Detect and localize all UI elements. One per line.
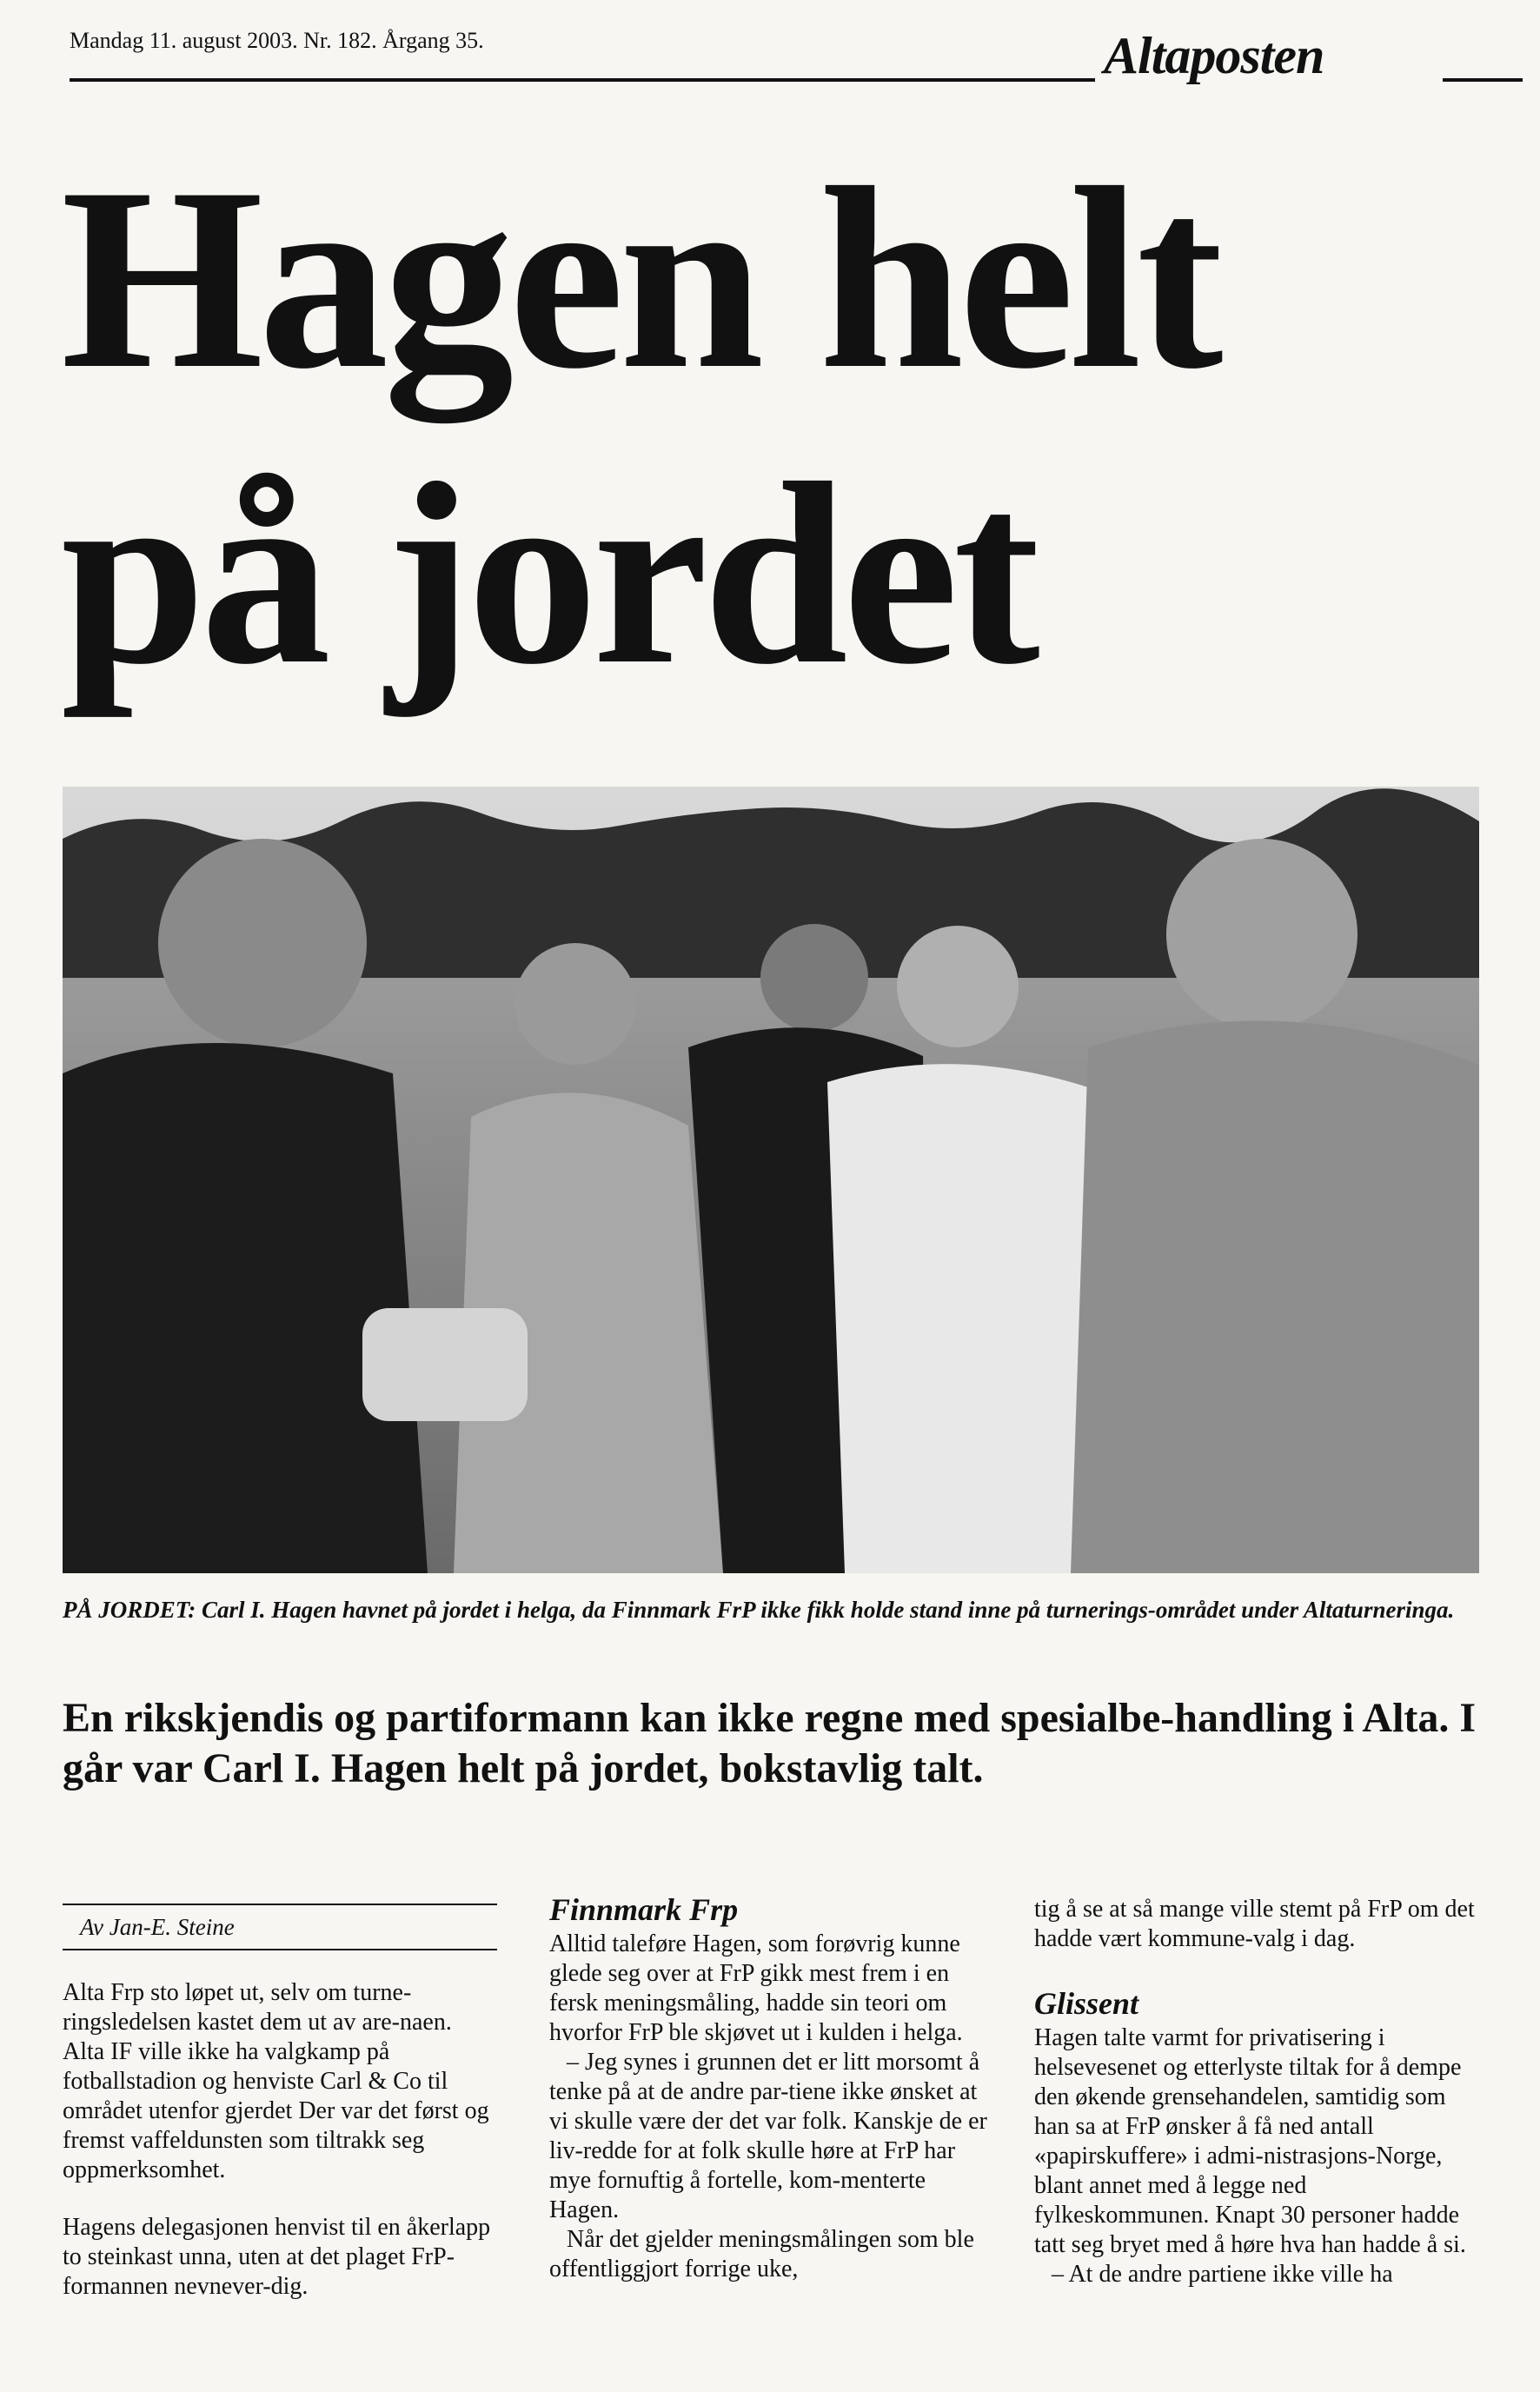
- photo-illustration: [63, 787, 1479, 1573]
- headline-line-2: på jordet: [61, 429, 1035, 718]
- column-1: [63, 1904, 497, 2302]
- paragraph: Hagen talte varmt for privatisering i helsevesenet og etterlyste tiltak for å dempe den økende grensehandelen, samtidig som han sa at FrP ønsker å få ned antall «papirskuffere» i admi-nistrasjons-Norge, blant annet med å legge ned fylkeskommunen. Knapt 30 personer hadde tatt seg bryet med å høre hva han hadde å si.: [1034, 2024, 1466, 2258]
- article-photo: [63, 787, 1479, 1573]
- masthead-logo: Altaposten: [1104, 27, 1324, 84]
- byline: Av Jan-E. Steine: [80, 1914, 235, 1940]
- column-3: [1034, 1895, 1486, 2289]
- photo-caption: PÅ JORDET: Carl I. Hagen havnet på jordet i helga, da Finnmark FrP ikke fikk holde stand inne på turnerings-området under Altaturneringa.: [63, 1597, 1455, 1623]
- paragraph: Hagens delegasjonen henvist til en åkerlapp to steinkast unna, uten at det plaget FrP-formannen nevnever-dig.: [63, 2214, 491, 2300]
- header-rule-right: [1443, 78, 1523, 82]
- column-2: [549, 1892, 992, 2284]
- dateline: Mandag 11. august 2003. Nr. 182. Årgang 35.: [70, 28, 484, 53]
- headline-line-1: Hagen helt: [61, 134, 1218, 422]
- paragraph: – Jeg synes i grunnen det er litt morsomt å tenke på at de andre par-tiene ikke ønsket at vi skulle være der det var folk. Kanskje de er liv-redde for at folk skulle høre at FrP har mye fornuftig å fortelle, kom-menterte Hagen.: [549, 2049, 987, 2223]
- paragraph: – At de andre partiene ikke ville ha: [1052, 2261, 1393, 2288]
- paragraph: Alta Frp sto løpet ut, selv om turne-ringsledelsen kastet dem ut av are-naen. Alta IF ville ikke ha valgkamp på fotballstadion og henviste Carl & Co til området utenfor gjerdet Der var det først og fremst vaffeldunsten som tiltrakk seg oppmerksomhet.: [63, 1979, 489, 2183]
- paragraph: Alltid taleføre Hagen, som forøvrig kunne glede seg over at FrP gikk mest frem i en fersk meningsmåling, hadde sin teori om hvorfor FrP ble skjøvet ut i kulden i helga.: [549, 1930, 963, 2046]
- header-rule: [70, 78, 1095, 82]
- paragraph: tig å se at så mange ville stemt på FrP om det hadde vært kommune-valg i dag.: [1034, 1896, 1475, 1952]
- ingress: En rikskjendis og partiformann kan ikke regne med spesialbe-handling i Alta. I går var Carl I. Hagen helt på jordet, bokstavlig talt.: [63, 1695, 1477, 1791]
- subheading: Finnmark Frp: [549, 1892, 739, 1927]
- paragraph: Når det gjelder meningsmålingen som ble offentliggjort forrige uke,: [549, 2226, 974, 2282]
- headline: [61, 130, 1503, 721]
- subheading: Glissent: [1034, 1986, 1139, 2021]
